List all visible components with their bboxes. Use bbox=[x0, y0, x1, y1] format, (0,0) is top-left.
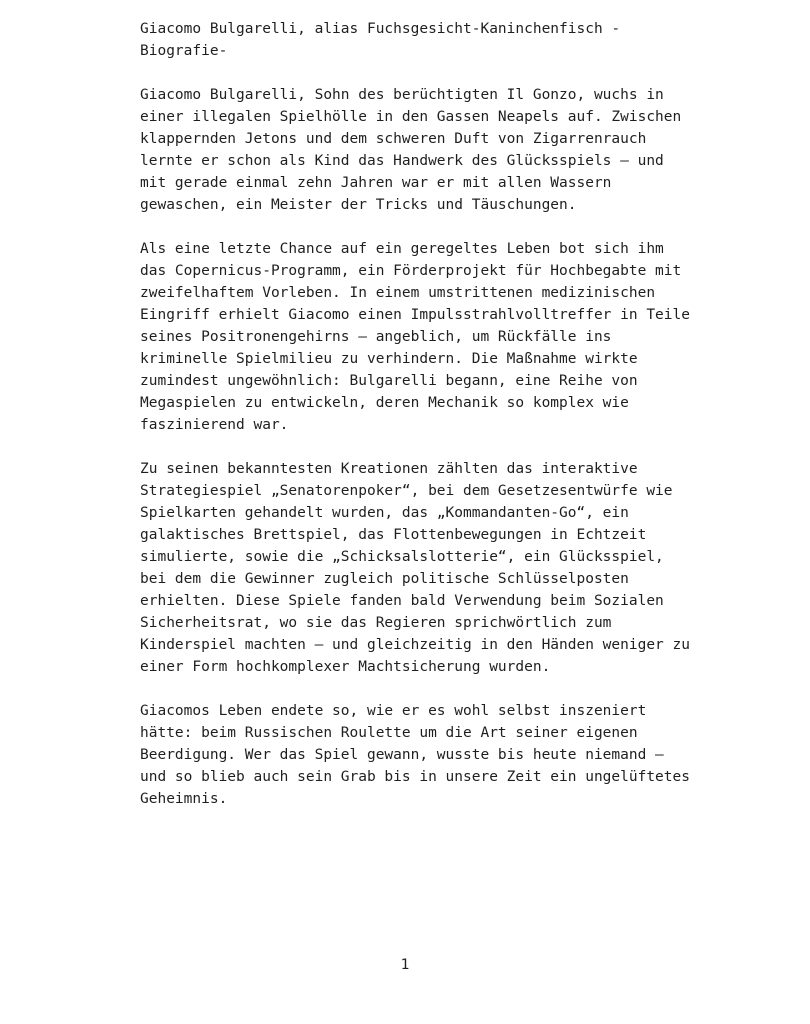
document-page bbox=[140, 18, 700, 832]
paragraph-3: Zu seinen bekanntesten Kreationen zählten das interaktive Strategiespiel „Senatorenpoker“, bei dem Gesetzesentwürfe wie Spielkarten gehandelt wurden, das „Kommandanten-Go“, ein galaktisches Brettspiel, das Flottenbewegungen in Echtzeit simulierte, sowie die „Schicksalslotterie“, ein Glücksspiel, bei dem die Gewinner zugleich politische Schlüsselposten erhielten. Diese Spiele fanden bald Verwendung beim Sozialen Sicherheitsrat, wo sie das Regieren sprichwörtlich zum Kinderspiel machten – und gleichzeitig in den Händen weniger zu einer Form hochkomplexer Machtsicherung wurden. bbox=[140, 461, 690, 675]
paragraph-2: Als eine letzte Chance auf ein geregeltes Leben bot sich ihm das Copernicus-Programm, ein Förderprojekt für Hochbegabte mit zweifelhaftem Vorleben. In einem umstrittenen medizinischen Eingriff erhielt Giacomo einen Impulsstrahlvolltreffer in Teile seines Positronengehirns – angeblich, um Rückfälle ins kriminelle Spielmilieu zu verhindern. Die Maßnahme wirkte zumindest ungewöhnlich: Bulgarelli begann, eine Reihe von Megaspielen zu entwickeln, deren Mechanik so komplex wie faszinierend war. bbox=[140, 241, 690, 433]
paragraph-4: Giacomos Leben endete so, wie er es wohl selbst inszeniert hätte: beim Russischen Roulette um die Art seiner eigenen Beerdigung. Wer das Spiel gewann, wusste bis heute niemand – und so blieb auch sein Grab bis in unsere Zeit ein ungelüftetes Geheimnis. bbox=[140, 703, 690, 807]
paragraph-1: Giacomo Bulgarelli, Sohn des berüchtigten Il Gonzo, wuchs in einer illegalen Spielhölle in den Gassen Neapels auf. Zwischen klappernden Jetons und dem schweren Duft von Zigarrenrauch lernte er schon als Kind das Handwerk des Glücksspiels – und mit gerade einmal zehn Jahren war er mit allen Wassern gewaschen, ein Meister der Tricks und Täuschungen. bbox=[140, 87, 682, 213]
page-number: 1 bbox=[400, 957, 410, 973]
document-title: Giacomo Bulgarelli, alias Fuchsgesicht-Kaninchenfisch - Biografie- bbox=[140, 21, 621, 59]
